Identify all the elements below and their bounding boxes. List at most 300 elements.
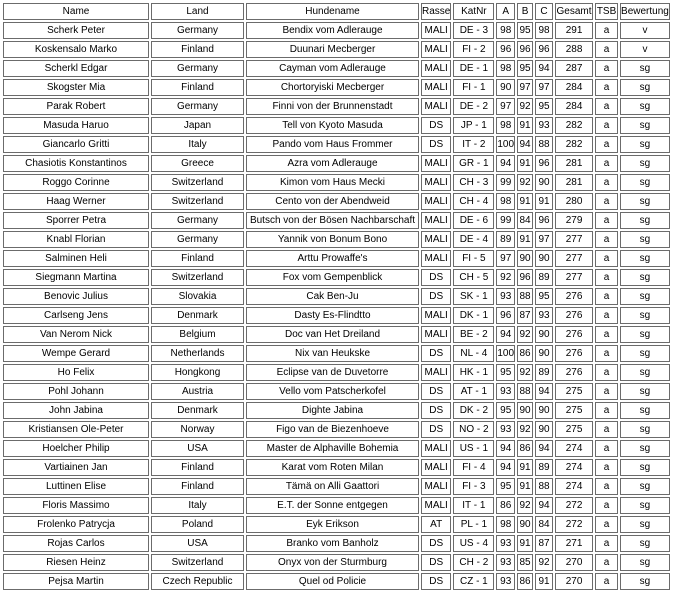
- cell-gesamt: 270: [555, 554, 593, 571]
- table-row: [3, 212, 670, 229]
- cell-b: 92: [517, 326, 533, 343]
- cell-c: 93: [535, 117, 553, 134]
- table-row: [3, 402, 670, 419]
- cell-c: 97: [535, 231, 553, 248]
- cell-c: 94: [535, 497, 553, 514]
- cell-bewertung: sg: [620, 383, 670, 400]
- cell-a: 97: [496, 98, 515, 115]
- cell-land: Germany: [151, 22, 244, 39]
- cell-gesamt: 288: [555, 41, 593, 58]
- cell-name: Giancarlo Gritti: [3, 136, 149, 153]
- cell-bewertung: sg: [620, 516, 670, 533]
- cell-c: 93: [535, 307, 553, 324]
- table-row: [3, 22, 670, 39]
- cell-bewertung: sg: [620, 98, 670, 115]
- cell-land: Germany: [151, 60, 244, 77]
- cell-katnr: FI - 4: [453, 459, 494, 476]
- cell-gesamt: 280: [555, 193, 593, 210]
- cell-bewertung: sg: [620, 60, 670, 77]
- cell-name: Frolenko Patrycja: [3, 516, 149, 533]
- cell-rasse: DS: [421, 345, 451, 362]
- cell-hundename: Dighte Jabina: [246, 402, 419, 419]
- cell-a: 97: [496, 250, 515, 267]
- cell-gesamt: 275: [555, 383, 593, 400]
- cell-bewertung: sg: [620, 269, 670, 286]
- cell-c: 90: [535, 326, 553, 343]
- cell-bewertung: sg: [620, 212, 670, 229]
- cell-c: 90: [535, 402, 553, 419]
- cell-gesamt: 276: [555, 307, 593, 324]
- cell-c: 90: [535, 174, 553, 191]
- cell-rasse: MALI: [421, 155, 451, 172]
- cell-hundename: Pando vom Haus Frommer: [246, 136, 419, 153]
- cell-a: 94: [496, 155, 515, 172]
- table-row: [3, 459, 670, 476]
- cell-katnr: DE - 2: [453, 98, 494, 115]
- cell-tsb: a: [595, 554, 618, 571]
- cell-land: Switzerland: [151, 174, 244, 191]
- cell-a: 98: [496, 117, 515, 134]
- cell-b: 90: [517, 402, 533, 419]
- cell-a: 98: [496, 516, 515, 533]
- cell-gesamt: 291: [555, 22, 593, 39]
- cell-katnr: US - 4: [453, 535, 494, 552]
- cell-a: 96: [496, 41, 515, 58]
- cell-land: Finland: [151, 250, 244, 267]
- cell-katnr: IT - 1: [453, 497, 494, 514]
- cell-katnr: DK - 1: [453, 307, 494, 324]
- cell-land: Italy: [151, 497, 244, 514]
- cell-rasse: DS: [421, 421, 451, 438]
- cell-rasse: DS: [421, 383, 451, 400]
- cell-hundename: Cak Ben-Ju: [246, 288, 419, 305]
- column-header-land: Land: [151, 3, 244, 20]
- cell-hundename: Bendix vom Adlerauge: [246, 22, 419, 39]
- cell-hundename: Master de Alphaville Bohemia: [246, 440, 419, 457]
- cell-name: Rojas Carlos: [3, 535, 149, 552]
- column-header-tsb: TSB: [595, 3, 618, 20]
- cell-name: Parak Robert: [3, 98, 149, 115]
- cell-name: Ho Felix: [3, 364, 149, 381]
- cell-name: Salminen Heli: [3, 250, 149, 267]
- cell-rasse: MALI: [421, 193, 451, 210]
- cell-b: 91: [517, 193, 533, 210]
- cell-tsb: a: [595, 326, 618, 343]
- cell-rasse: MALI: [421, 231, 451, 248]
- cell-b: 90: [517, 516, 533, 533]
- cell-bewertung: sg: [620, 326, 670, 343]
- cell-name: Vartiainen Jan: [3, 459, 149, 476]
- cell-katnr: PL - 1: [453, 516, 494, 533]
- column-header-name: Name: [3, 3, 149, 20]
- cell-a: 95: [496, 364, 515, 381]
- cell-rasse: MALI: [421, 60, 451, 77]
- cell-hundename: Eyk Erikson: [246, 516, 419, 533]
- cell-land: Germany: [151, 98, 244, 115]
- cell-tsb: a: [595, 573, 618, 590]
- cell-c: 88: [535, 136, 553, 153]
- cell-gesamt: 274: [555, 459, 593, 476]
- cell-land: Finland: [151, 478, 244, 495]
- cell-katnr: BE - 2: [453, 326, 494, 343]
- cell-land: Poland: [151, 516, 244, 533]
- table-row: [3, 326, 670, 343]
- cell-c: 90: [535, 421, 553, 438]
- table-row: [3, 41, 670, 58]
- cell-gesamt: 275: [555, 421, 593, 438]
- cell-a: 98: [496, 22, 515, 39]
- cell-katnr: GR - 1: [453, 155, 494, 172]
- table-row: [3, 345, 670, 362]
- cell-gesamt: 277: [555, 250, 593, 267]
- cell-a: 95: [496, 478, 515, 495]
- cell-katnr: NO - 2: [453, 421, 494, 438]
- cell-b: 94: [517, 136, 533, 153]
- cell-name: Floris Massimo: [3, 497, 149, 514]
- cell-rasse: DS: [421, 269, 451, 286]
- cell-a: 100: [496, 345, 515, 362]
- cell-c: 91: [535, 193, 553, 210]
- cell-a: 99: [496, 212, 515, 229]
- cell-b: 92: [517, 98, 533, 115]
- cell-hundename: Cayman vom Adlerauge: [246, 60, 419, 77]
- header-row: [3, 3, 670, 20]
- cell-gesamt: 276: [555, 288, 593, 305]
- cell-land: Czech Republic: [151, 573, 244, 590]
- cell-rasse: DS: [421, 288, 451, 305]
- cell-land: USA: [151, 440, 244, 457]
- cell-hundename: Fox vom Gempenblick: [246, 269, 419, 286]
- cell-tsb: a: [595, 535, 618, 552]
- cell-land: Austria: [151, 383, 244, 400]
- cell-gesamt: 282: [555, 136, 593, 153]
- cell-tsb: a: [595, 307, 618, 324]
- cell-gesamt: 275: [555, 402, 593, 419]
- cell-katnr: DE - 3: [453, 22, 494, 39]
- cell-c: 90: [535, 250, 553, 267]
- cell-land: Switzerland: [151, 554, 244, 571]
- cell-rasse: MALI: [421, 497, 451, 514]
- cell-bewertung: sg: [620, 402, 670, 419]
- cell-gesamt: 282: [555, 117, 593, 134]
- cell-gesamt: 274: [555, 478, 593, 495]
- cell-hundename: Branko vom Banholz: [246, 535, 419, 552]
- table-row: [3, 117, 670, 134]
- cell-hundename: Tell von Kyoto Masuda: [246, 117, 419, 134]
- cell-a: 94: [496, 326, 515, 343]
- cell-rasse: MALI: [421, 364, 451, 381]
- cell-b: 96: [517, 41, 533, 58]
- cell-bewertung: sg: [620, 155, 670, 172]
- cell-name: Scherk Peter: [3, 22, 149, 39]
- cell-a: 98: [496, 193, 515, 210]
- cell-a: 93: [496, 535, 515, 552]
- cell-tsb: a: [595, 79, 618, 96]
- column-header-c: C: [535, 3, 553, 20]
- cell-bewertung: sg: [620, 478, 670, 495]
- cell-c: 96: [535, 155, 553, 172]
- cell-a: 93: [496, 288, 515, 305]
- cell-c: 89: [535, 364, 553, 381]
- cell-name: Haag Werner: [3, 193, 149, 210]
- cell-b: 84: [517, 212, 533, 229]
- cell-b: 92: [517, 364, 533, 381]
- cell-rasse: DS: [421, 535, 451, 552]
- cell-bewertung: sg: [620, 174, 670, 191]
- cell-land: Denmark: [151, 307, 244, 324]
- cell-katnr: CH - 2: [453, 554, 494, 571]
- cell-bewertung: sg: [620, 573, 670, 590]
- cell-a: 90: [496, 79, 515, 96]
- cell-b: 95: [517, 22, 533, 39]
- cell-name: John Jabina: [3, 402, 149, 419]
- cell-c: 88: [535, 478, 553, 495]
- cell-gesamt: 272: [555, 516, 593, 533]
- table-row: [3, 250, 670, 267]
- cell-katnr: AT - 1: [453, 383, 494, 400]
- cell-c: 98: [535, 22, 553, 39]
- cell-tsb: a: [595, 383, 618, 400]
- cell-b: 86: [517, 573, 533, 590]
- cell-gesamt: 277: [555, 269, 593, 286]
- cell-gesamt: 287: [555, 60, 593, 77]
- cell-c: 94: [535, 383, 553, 400]
- cell-rasse: MALI: [421, 459, 451, 476]
- cell-name: Benovic Julius: [3, 288, 149, 305]
- cell-land: Netherlands: [151, 345, 244, 362]
- cell-b: 91: [517, 535, 533, 552]
- cell-gesamt: 272: [555, 497, 593, 514]
- cell-c: 92: [535, 554, 553, 571]
- cell-a: 93: [496, 554, 515, 571]
- cell-rasse: MALI: [421, 478, 451, 495]
- cell-name: Carlseng Jens: [3, 307, 149, 324]
- cell-c: 94: [535, 60, 553, 77]
- cell-land: Switzerland: [151, 193, 244, 210]
- cell-tsb: a: [595, 60, 618, 77]
- cell-a: 93: [496, 383, 515, 400]
- table-row: [3, 193, 670, 210]
- cell-b: 90: [517, 250, 533, 267]
- cell-hundename: Butsch von der Bösen Nachbarschaft: [246, 212, 419, 229]
- cell-tsb: a: [595, 193, 618, 210]
- cell-name: Pohl Johann: [3, 383, 149, 400]
- cell-a: 99: [496, 174, 515, 191]
- column-header-a: A: [496, 3, 515, 20]
- cell-bewertung: sg: [620, 250, 670, 267]
- cell-tsb: a: [595, 212, 618, 229]
- cell-hundename: Dasty Es-Flindtto: [246, 307, 419, 324]
- cell-b: 92: [517, 421, 533, 438]
- cell-c: 96: [535, 41, 553, 58]
- cell-tsb: a: [595, 155, 618, 172]
- cell-b: 87: [517, 307, 533, 324]
- cell-bewertung: sg: [620, 440, 670, 457]
- cell-rasse: MALI: [421, 212, 451, 229]
- cell-land: Slovakia: [151, 288, 244, 305]
- cell-katnr: DE - 1: [453, 60, 494, 77]
- cell-tsb: a: [595, 459, 618, 476]
- cell-bewertung: sg: [620, 459, 670, 476]
- cell-name: Koskensalo Marko: [3, 41, 149, 58]
- cell-tsb: a: [595, 136, 618, 153]
- cell-land: Germany: [151, 212, 244, 229]
- cell-c: 91: [535, 573, 553, 590]
- cell-a: 93: [496, 421, 515, 438]
- cell-rasse: MALI: [421, 98, 451, 115]
- cell-bewertung: sg: [620, 307, 670, 324]
- cell-c: 96: [535, 212, 553, 229]
- cell-land: Denmark: [151, 402, 244, 419]
- cell-tsb: a: [595, 174, 618, 191]
- cell-rasse: DS: [421, 117, 451, 134]
- cell-b: 91: [517, 478, 533, 495]
- cell-katnr: FI - 3: [453, 478, 494, 495]
- column-header-b: B: [517, 3, 533, 20]
- cell-a: 86: [496, 497, 515, 514]
- cell-b: 91: [517, 459, 533, 476]
- cell-rasse: DS: [421, 554, 451, 571]
- cell-tsb: a: [595, 250, 618, 267]
- cell-name: Kristiansen Ole-Peter: [3, 421, 149, 438]
- cell-hundename: Azra vom Adlerauge: [246, 155, 419, 172]
- cell-hundename: Nix van Heukske: [246, 345, 419, 362]
- cell-a: 100: [496, 136, 515, 153]
- column-header-katnr: KatNr: [453, 3, 494, 20]
- cell-c: 87: [535, 535, 553, 552]
- table-row: [3, 60, 670, 77]
- cell-rasse: MALI: [421, 440, 451, 457]
- cell-b: 92: [517, 174, 533, 191]
- cell-land: Germany: [151, 231, 244, 248]
- cell-rasse: MALI: [421, 41, 451, 58]
- cell-a: 98: [496, 60, 515, 77]
- column-header-bewertung: Bewertung: [620, 3, 670, 20]
- cell-katnr: CH - 3: [453, 174, 494, 191]
- cell-a: 93: [496, 573, 515, 590]
- cell-rasse: MALI: [421, 326, 451, 343]
- cell-land: Italy: [151, 136, 244, 153]
- cell-gesamt: 271: [555, 535, 593, 552]
- table-row: [3, 478, 670, 495]
- cell-name: Sporrer Petra: [3, 212, 149, 229]
- cell-gesamt: 277: [555, 231, 593, 248]
- cell-name: Pejsa Martin: [3, 573, 149, 590]
- cell-b: 88: [517, 383, 533, 400]
- cell-hundename: Onyx von der Sturmburg: [246, 554, 419, 571]
- cell-katnr: IT - 2: [453, 136, 494, 153]
- cell-land: Finland: [151, 79, 244, 96]
- cell-rasse: MALI: [421, 174, 451, 191]
- cell-rasse: MALI: [421, 22, 451, 39]
- cell-hundename: Chortoryiski Mecberger: [246, 79, 419, 96]
- cell-a: 95: [496, 402, 515, 419]
- cell-hundename: Kimon vom Haus Mecki: [246, 174, 419, 191]
- cell-tsb: a: [595, 478, 618, 495]
- table-row: [3, 174, 670, 191]
- cell-bewertung: sg: [620, 193, 670, 210]
- cell-b: 92: [517, 497, 533, 514]
- cell-tsb: a: [595, 269, 618, 286]
- table-row: [3, 136, 670, 153]
- cell-c: 89: [535, 269, 553, 286]
- cell-land: Finland: [151, 41, 244, 58]
- cell-katnr: DE - 6: [453, 212, 494, 229]
- cell-tsb: a: [595, 22, 618, 39]
- cell-gesamt: 281: [555, 174, 593, 191]
- cell-b: 91: [517, 117, 533, 134]
- cell-name: Knabl Florian: [3, 231, 149, 248]
- cell-land: Norway: [151, 421, 244, 438]
- cell-a: 92: [496, 269, 515, 286]
- cell-rasse: DS: [421, 402, 451, 419]
- cell-name: Wempe Gerard: [3, 345, 149, 362]
- cell-name: Chasiotis Konstantinos: [3, 155, 149, 172]
- cell-b: 85: [517, 554, 533, 571]
- cell-hundename: Karat vom Roten Milan: [246, 459, 419, 476]
- cell-gesamt: 276: [555, 345, 593, 362]
- cell-b: 86: [517, 345, 533, 362]
- cell-tsb: a: [595, 421, 618, 438]
- cell-rasse: MALI: [421, 79, 451, 96]
- cell-land: Switzerland: [151, 269, 244, 286]
- table-row: [3, 231, 670, 248]
- cell-c: 89: [535, 459, 553, 476]
- column-header-gesamt: Gesamt: [555, 3, 593, 20]
- cell-b: 86: [517, 440, 533, 457]
- cell-b: 97: [517, 79, 533, 96]
- cell-rasse: DS: [421, 136, 451, 153]
- cell-hundename: Yannik von Bonum Bono: [246, 231, 419, 248]
- cell-hundename: Quel od Policie: [246, 573, 419, 590]
- cell-katnr: FI - 5: [453, 250, 494, 267]
- cell-hundename: Eclipse van de Duvetorre: [246, 364, 419, 381]
- cell-b: 91: [517, 231, 533, 248]
- cell-rasse: MALI: [421, 250, 451, 267]
- cell-name: Luttinen Elise: [3, 478, 149, 495]
- cell-rasse: MALI: [421, 307, 451, 324]
- cell-tsb: a: [595, 41, 618, 58]
- cell-name: Hoelcher Philip: [3, 440, 149, 457]
- table-row: [3, 497, 670, 514]
- cell-gesamt: 284: [555, 79, 593, 96]
- table-row: [3, 421, 670, 438]
- cell-hundename: Vello vom Patscherkofel: [246, 383, 419, 400]
- cell-c: 97: [535, 79, 553, 96]
- cell-tsb: a: [595, 440, 618, 457]
- table-row: [3, 269, 670, 286]
- cell-katnr: HK - 1: [453, 364, 494, 381]
- cell-tsb: a: [595, 364, 618, 381]
- cell-katnr: SK - 1: [453, 288, 494, 305]
- cell-a: 89: [496, 231, 515, 248]
- cell-name: Scherkl Edgar: [3, 60, 149, 77]
- cell-bewertung: v: [620, 22, 670, 39]
- cell-katnr: DE - 4: [453, 231, 494, 248]
- table-row: [3, 79, 670, 96]
- cell-bewertung: sg: [620, 497, 670, 514]
- cell-gesamt: 270: [555, 573, 593, 590]
- cell-bewertung: sg: [620, 421, 670, 438]
- cell-a: 94: [496, 459, 515, 476]
- cell-name: Riesen Heinz: [3, 554, 149, 571]
- cell-rasse: DS: [421, 573, 451, 590]
- cell-gesamt: 274: [555, 440, 593, 457]
- table-row: [3, 155, 670, 172]
- cell-bewertung: sg: [620, 136, 670, 153]
- cell-c: 95: [535, 98, 553, 115]
- cell-tsb: a: [595, 117, 618, 134]
